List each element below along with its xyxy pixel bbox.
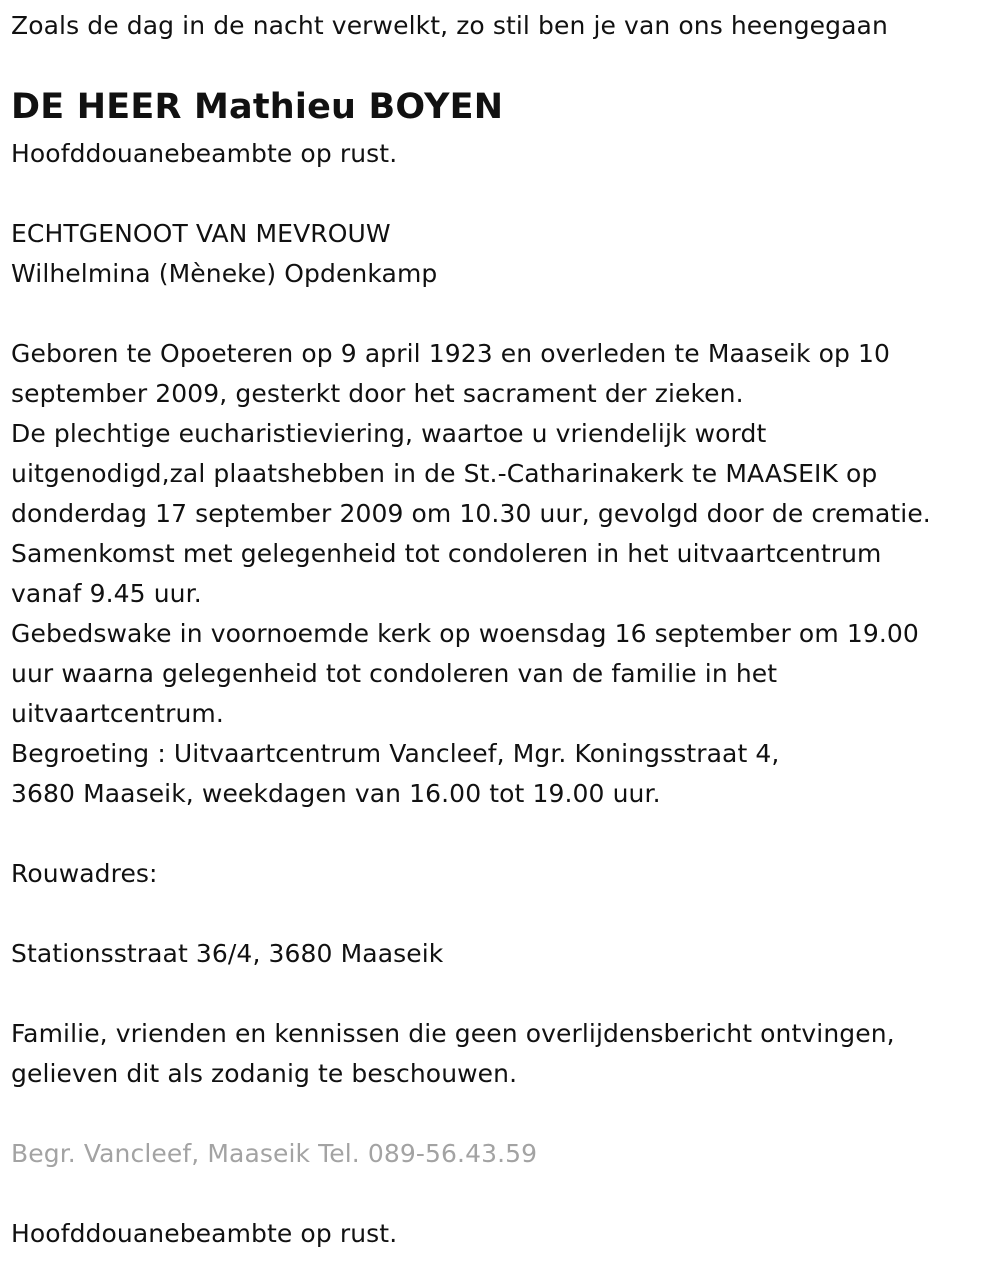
deceased-name: DE HEER Mathieu BOYEN <box>11 87 504 127</box>
motto: Zoals de dag in de nacht verwelkt, zo stil ben je van ons heengegaan <box>11 11 888 40</box>
body-line: uitgenodigd,zal plaatshebben in de St.-Catharinakerk te MAASEIK op <box>11 459 878 488</box>
body-line: Samenkomst met gelegenheid tot condoleren in het uitvaartcentrum <box>11 539 882 568</box>
body-line: Geboren te Opoeteren op 9 april 1923 en overleden te Maaseik op 10 <box>11 339 891 368</box>
body-line: september 2009, gesterkt door het sacrament der zieken. <box>11 379 744 408</box>
body-line: Begroeting : Uitvaartcentrum Vancleef, Mgr. Koningsstraat 4, <box>11 739 780 768</box>
body-line: vanaf 9.45 uur. <box>11 579 202 608</box>
spouse-name: Wilhelmina (Mèneke) Opdenkamp <box>11 259 438 288</box>
body-line: uitvaartcentrum. <box>11 699 224 728</box>
mourning-address-label: Rouwadres: <box>11 859 158 888</box>
undertaker-contact: Begr. Vancleef, Maaseik Tel. 089-56.43.59 <box>11 1139 538 1168</box>
body-line: De plechtige eucharistieviering, waartoe u vriendelijk wordt <box>11 419 767 448</box>
body-line: 3680 Maaseik, weekdagen van 16.00 tot 19.00 uur. <box>11 779 661 808</box>
body-line: Gebedswake in voornoemde kerk op woensdag 16 september om 19.00 <box>11 619 919 648</box>
body-line: uur waarna gelegenheid tot condoleren van de familie in het <box>11 659 778 688</box>
footer-profession: Hoofddouanebeambte op rust. <box>11 1219 398 1248</box>
spouse-intro: ECHTGENOOT VAN MEVROUW <box>11 219 391 248</box>
notice-line: Familie, vrienden en kennissen die geen overlijdensbericht ontvingen, <box>11 1019 895 1048</box>
mourning-address: Stationsstraat 36/4, 3680 Maaseik <box>11 939 444 968</box>
notice-line: gelieven dit als zodanig te beschouwen. <box>11 1059 518 1088</box>
body-line: donderdag 17 september 2009 om 10.30 uur, gevolgd door de crematie. <box>11 499 931 528</box>
profession: Hoofddouanebeambte op rust. <box>11 139 398 168</box>
